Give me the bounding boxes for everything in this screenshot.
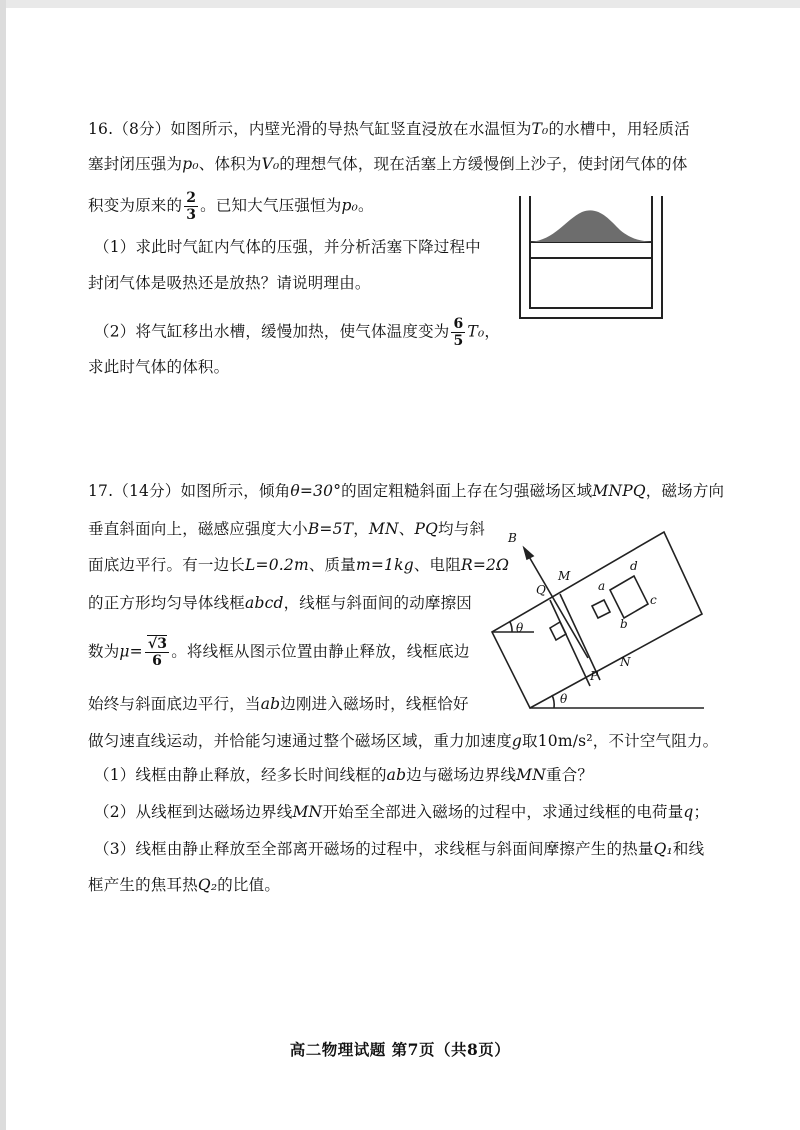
- label-theta-left: θ: [516, 621, 524, 635]
- cylinder-figure: [510, 190, 670, 330]
- q17-line2: 垂直斜面向上，磁感应强度大小B=5T，MN、PQ均与斜: [88, 520, 486, 538]
- q16-part2-line1: （2）将气缸移出水槽，缓慢加热，使气体温度变为 $\frac{6}{5}$ T₀，: [94, 316, 501, 349]
- incline-figure: [478, 520, 710, 720]
- q17-part3-line1: （3）线框由静止释放至全部离开磁场的过程中，求线框与斜面间摩擦产生的热量Q₁和线: [94, 840, 705, 858]
- b-arrow-head: [524, 548, 533, 559]
- label-P: P: [590, 669, 599, 683]
- label-d: d: [630, 559, 638, 573]
- label-Q: Q: [536, 583, 546, 597]
- q16-line2: 塞封闭压强为p₀、体积为V₀的理想气体，现在活塞上方缓慢倒上沙子，使封闭气体的体: [88, 155, 688, 173]
- q17-line1: 17.（14分）如图所示，倾角θ=30°的固定粗糙斜面上存在匀强磁场区域MNPQ，磁场方向: [88, 482, 725, 500]
- q17-line3: 面底边平行。有一边长L=0.2m、质量m=1kg、电阻R=2Ω: [88, 556, 510, 574]
- label-N: N: [620, 655, 631, 669]
- q17-line4: 的正方形均匀导体线框abcd，线框与斜面间的动摩擦因: [88, 594, 472, 612]
- q17-part1: （1）线框由静止释放，经多长时间线框的ab边与磁场边界线MN重合？: [94, 766, 594, 784]
- angle-arc-bottom: [552, 695, 554, 708]
- q16-part1-line1: （1）求此时气缸内气体的压强，并分析活塞下降过程中: [94, 238, 481, 256]
- label-theta-bottom: θ: [560, 692, 568, 706]
- label-M: M: [558, 569, 571, 583]
- q16-line1: 16.（8分）如图所示，内壁光滑的导热气缸竖直浸放在水温恒为T₀的水槽中，用轻质活: [88, 120, 690, 138]
- scan-edge-top: [0, 0, 800, 8]
- q16-part2-line2: 求此时气体的体积。: [88, 358, 230, 376]
- label-a: a: [598, 579, 606, 593]
- angle-arc-left: [510, 622, 512, 632]
- piston: [530, 242, 652, 258]
- b-field-arrow: [524, 548, 588, 658]
- boundary-QP: [550, 600, 590, 686]
- fraction-six-fifths: $\frac{6}{5}$: [453, 316, 464, 349]
- q17-part2: （2）从线框到达磁场边界线MN开始至全部进入磁场的过程中，求通过线框的电荷量q；: [94, 803, 710, 821]
- sand-pile: [530, 210, 652, 242]
- frame-middle-position: [592, 600, 610, 618]
- q16-line3: 积变为原来的 $\frac{2}{3}$ 。已知大气压强恒为p₀。: [88, 190, 374, 223]
- page-footer: 高二物理试题 第7页（共8页）: [289, 1040, 511, 1059]
- q16-part1-line2: 封闭气体是吸热还是放热？请说明理由。: [88, 274, 371, 292]
- label-c: c: [650, 593, 657, 607]
- q17-line7: 做匀速直线运动，并恰能匀速通过整个磁场区域，重力加速度g取10m/s²，不计空气阻力。: [88, 732, 719, 750]
- frame-abcd: [610, 576, 648, 618]
- label-b: b: [620, 617, 628, 631]
- q17-line6: 始终与斜面底边平行，当ab边刚进入磁场时，线框恰好: [88, 695, 469, 713]
- boundary-MN: [560, 594, 600, 680]
- fraction-two-thirds: $\frac{2}{3}$: [186, 190, 197, 223]
- scan-edge-left: [0, 0, 6, 1130]
- q17-line5: 数为μ= $\frac{√3}{6}$ 。将线框从图示位置由静止释放，线框底边: [88, 636, 470, 669]
- fraction-sqrt3-over-6: $\frac{√3}{6}$: [145, 636, 169, 669]
- label-B: B: [508, 531, 517, 545]
- q17-part3-line2: 框产生的焦耳热Q₂的比值。: [88, 876, 281, 894]
